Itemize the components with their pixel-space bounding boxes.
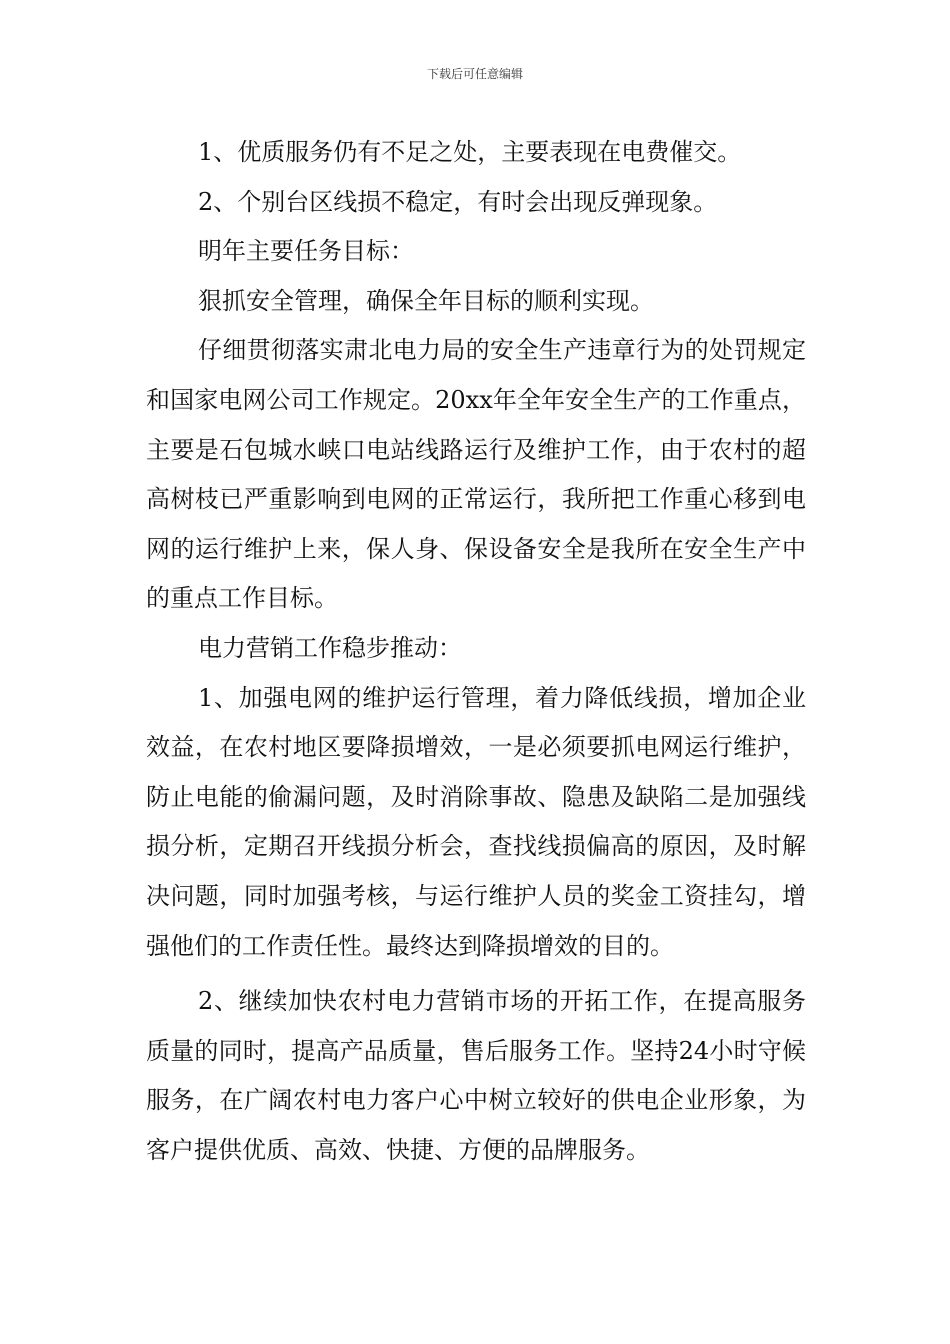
paragraph-market-development: 2、继续加快农村电力营销市场的开拓工作，在提高服务质量的同时，提高产品质量，售后服务工作。坚持24小时守候服务，在广阔农村电力客户心中树立较好的供电企业形象，为客户提供优质、高效、快捷、方便的品牌服务。 <box>146 987 806 1164</box>
paragraph-marketing-heading: 电力营销工作稳步推动： <box>198 633 462 662</box>
paragraph-service-shortcoming: 1、优质服务仍有不足之处，主要表现在电费催交。 <box>198 138 742 166</box>
paragraph-safety-management: 狠抓安全管理，确保全年目标的顺利实现。 <box>198 286 654 315</box>
paragraph-safety-implementation: 仔细贯彻落实肃北电力局的安全生产违章行为的处罚规定和国家电网公司工作规定。20xx年全年安全生产的工作重点，主要是石包城水峡口电站线路运行及维护工作，由于农村的超高树枝已严重影响到电网的正常运行，我所把工作重心移到电网的运行维护上来，保人身、保设备安全是我所在安全生产中的重点工作目标。 <box>146 336 806 613</box>
paragraph-grid-maintenance: 1、加强电网的维护运行管理，着力降低线损，增加企业效益，在农村地区要降损增效，一是必须要抓电网运行维护，防止电能的偷漏问题，及时消除事故、隐患及缺陷二是加强线损分析，定期召开线损分析会，查找线损偏高的原因，及时解决问题，同时加强考核，与运行维护人员的奖金工资挂勾，增强他们的工作责任性。最终达到降损增效的目的。 <box>146 683 806 960</box>
paragraph-line-loss-issue: 2、个别台区线损不稳定，有时会出现反弹现象。 <box>198 187 718 216</box>
paragraph-next-year-goals-heading: 明年主要任务目标： <box>198 237 414 266</box>
document-body <box>146 128 806 1175</box>
page-header: 下载后可任意编辑 <box>426 67 523 81</box>
